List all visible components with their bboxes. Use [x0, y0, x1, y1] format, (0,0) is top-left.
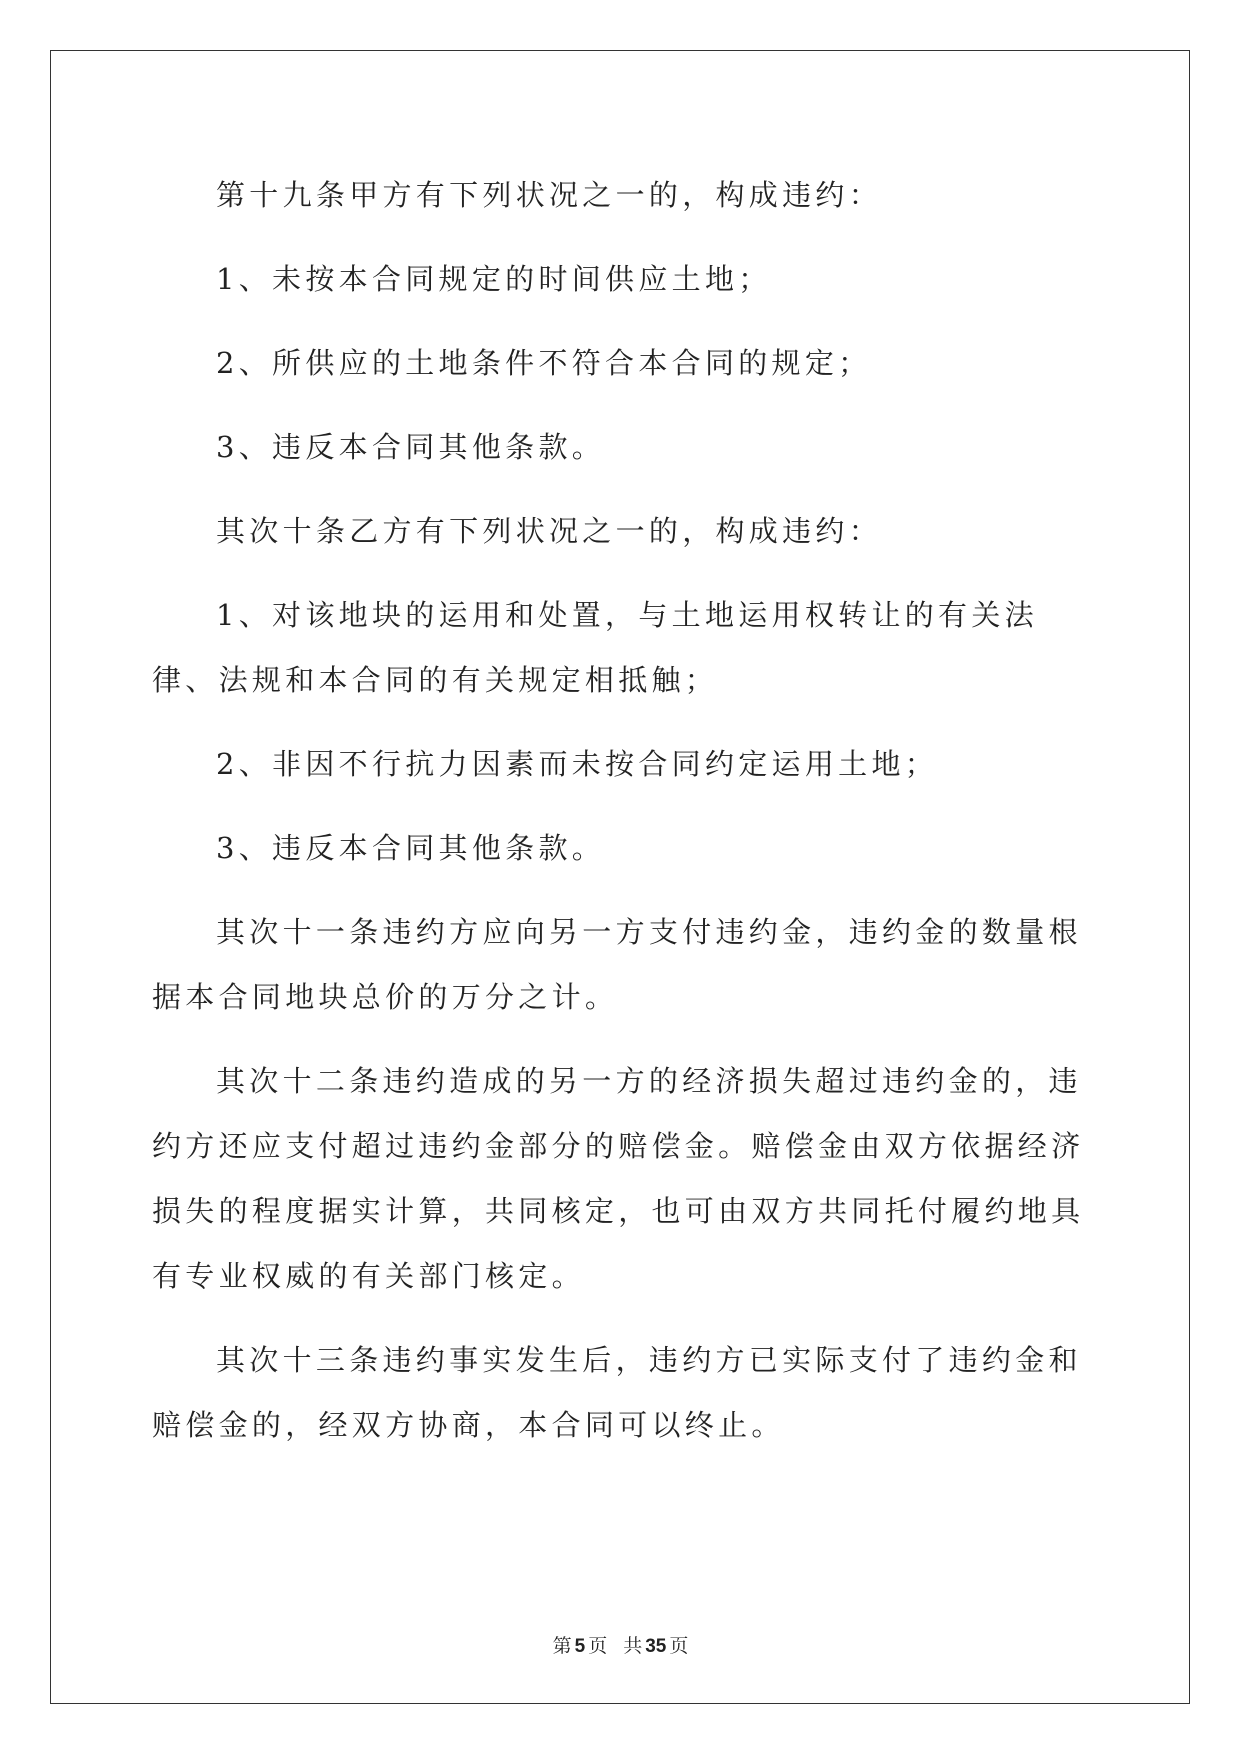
- page-number: 5: [574, 1636, 586, 1657]
- paragraph: 2、非因不行抗力因素而未按合同约定运用土地；: [216, 747, 939, 781]
- paragraph: 其次十条乙方有下列状况之一的，构成违约：: [216, 514, 883, 548]
- paragraph: 1、对该地块的运用和处置，与土地运用权转让的有关法律、法规和本合同的有关规定相抵触；: [152, 598, 1038, 697]
- paragraph: 其次十一条违约方应向另一方支付违约金，违约金的数量根据本合同地块总价的万分之计。: [152, 915, 1082, 1014]
- total-suffix: 页: [669, 1635, 689, 1657]
- total-prefix: 共: [623, 1635, 643, 1657]
- paragraph: 3、违反本合同其他条款。: [216, 831, 606, 865]
- page-suffix: 页: [588, 1635, 608, 1657]
- paragraph: 2、所供应的土地条件不符合本合同的规定；: [216, 346, 872, 380]
- page-footer: [0, 1631, 1241, 1658]
- paragraph: 第十九条甲方有下列状况之一的，构成违约：: [216, 178, 883, 212]
- total-pages: 35: [645, 1636, 667, 1657]
- paragraph: 3、违反本合同其他条款。: [216, 430, 606, 464]
- document-body: [152, 163, 1092, 1477]
- paragraph: 其次十二条违约造成的另一方的经济损失超过违约金的，违约方还应支付超过违约金部分的赔偿金。赔偿金由双方依据经济损失的程度据实计算，共同核定，也可由双方共同托付履约地具有专业权威的有关部门核定。: [152, 1064, 1085, 1293]
- paragraph: 1、未按本合同规定的时间供应土地；: [216, 262, 772, 296]
- page-prefix: 第: [552, 1635, 572, 1657]
- paragraph: 其次十三条违约事实发生后，违约方已实际支付了违约金和赔偿金的，经双方协商，本合同可以终止。: [152, 1343, 1082, 1442]
